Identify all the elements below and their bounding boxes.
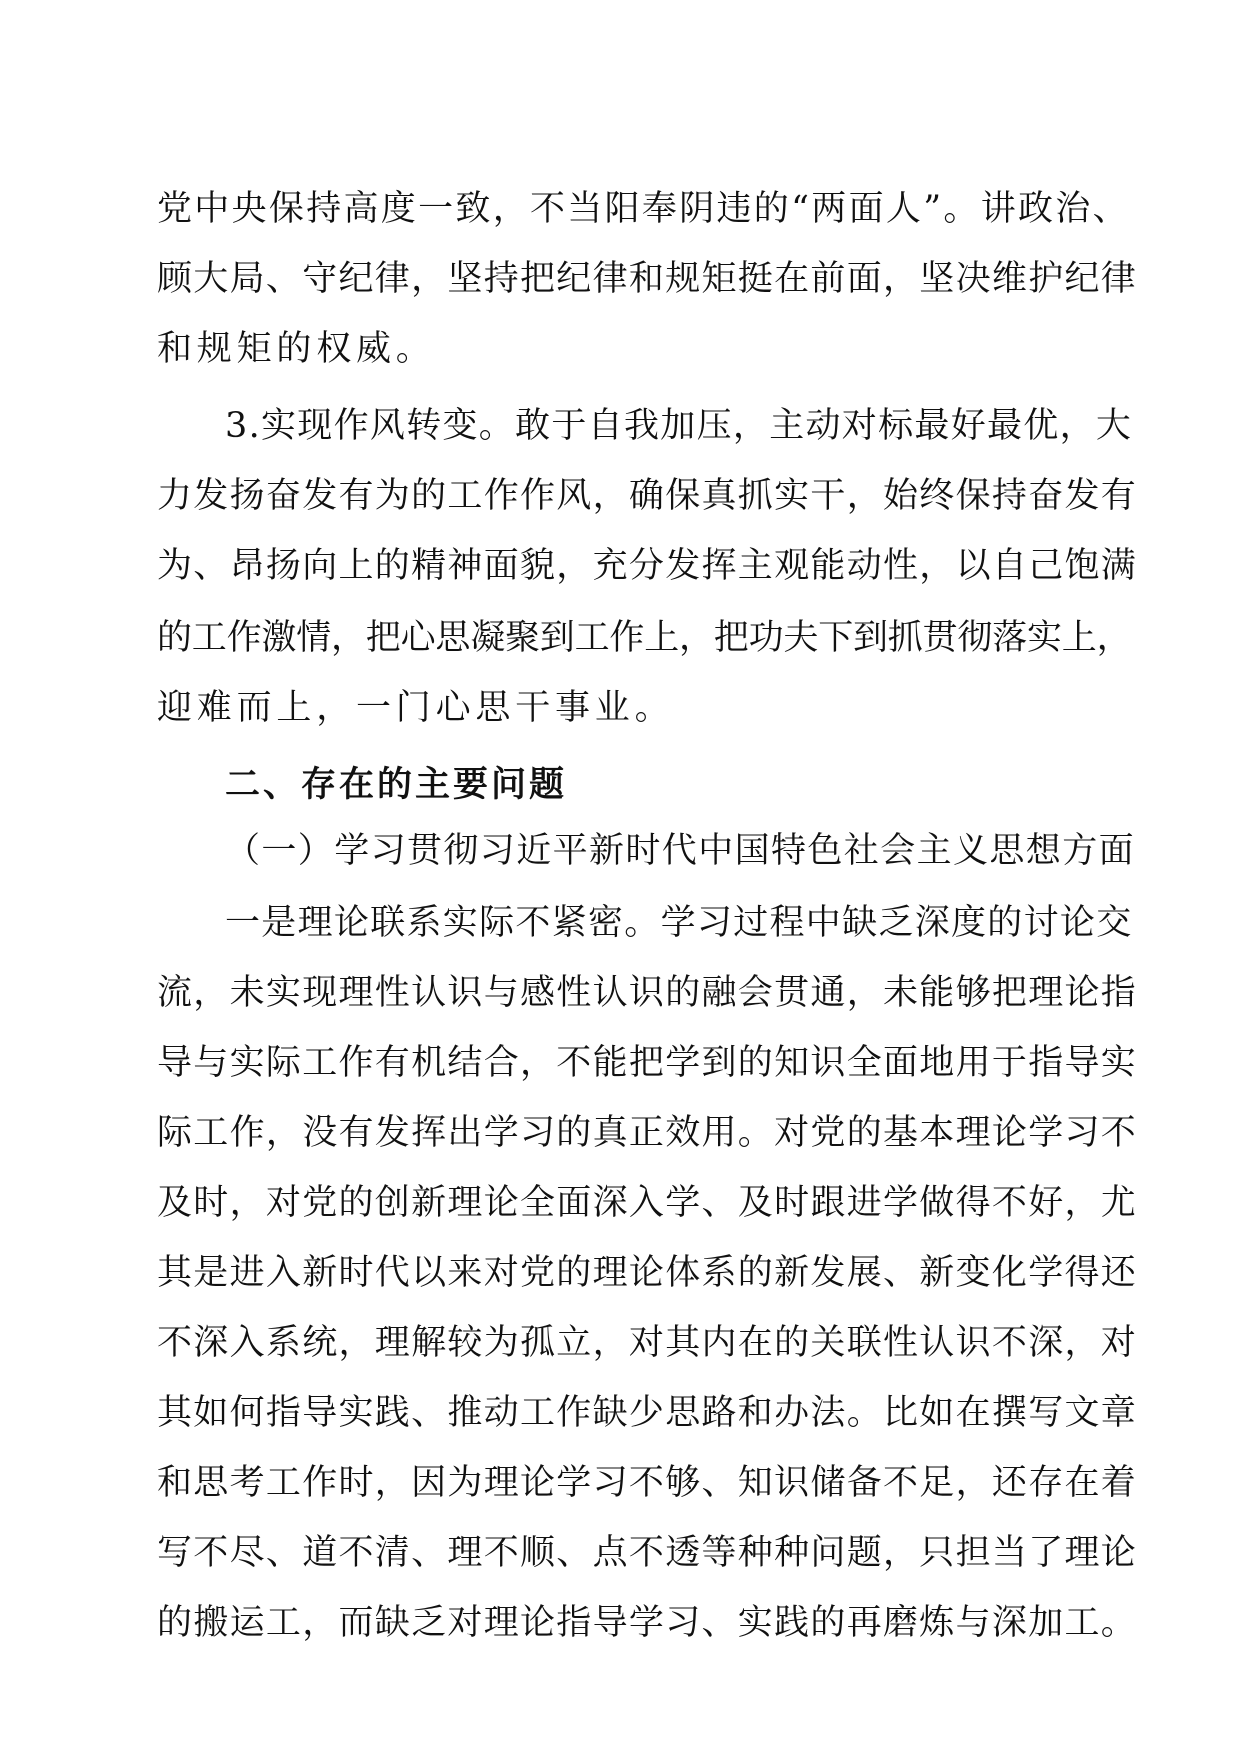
text-line: 力发扬奋发有为的工作作风，确保真抓实干，始终保持奋发有 [157, 476, 1138, 516]
text-line: 和规矩的权威。 [157, 329, 436, 369]
text-line: 其是进入新时代以来对党的理论体系的新发展、新变化学得还 [157, 1253, 1138, 1293]
text-line: 导与实际工作有机结合，不能把学到的知识全面地用于指导实 [157, 1043, 1138, 1083]
subsection-heading: （一）学习贯彻习近平新时代中国特色社会主义思想方面 [225, 831, 1136, 871]
text-line: 3.实现作风转变。敢于自我加压，主动对标最好最优，大 [225, 406, 1133, 446]
text-line: 的工作激情，把心思凝聚到工作上，把功夫下到抓贯彻落实上， [157, 618, 1132, 658]
text-line: 党中央保持高度一致，不当阳奉阴违的“两面人”。讲政治、 [157, 189, 1130, 229]
text-line: 的搬运工，而缺乏对理论指导学习、实践的再磨炼与深加工。 [157, 1603, 1138, 1643]
text-line: 际工作，没有发挥出学习的真正效用。对党的基本理论学习不 [157, 1113, 1138, 1153]
text-line: 为、昂扬向上的精神面貌，充分发挥主观能动性，以自己饱满 [157, 546, 1138, 586]
text-line: 顾大局、守纪律，坚持把纪律和规矩挺在前面，坚决维护纪律 [157, 259, 1138, 299]
text-line: 及时，对党的创新理论全面深入学、及时跟进学做得不好，尤 [157, 1183, 1138, 1223]
text-line: 不深入系统，理解较为孤立，对其内在的关联性认识不深，对 [157, 1323, 1138, 1363]
text-line: 其如何指导实践、推动工作缺少思路和办法。比如在撰写文章 [157, 1393, 1138, 1433]
text-line: 一是理论联系实际不紧密。学习过程中缺乏深度的讨论交 [225, 903, 1133, 943]
text-line: 流，未实现理性认识与感性认识的融会贯通，未能够把理论指 [157, 973, 1138, 1013]
section-heading: 二、存在的主要问题 [225, 765, 568, 805]
text-line: 写不尽、道不清、理不顺、点不透等种种问题，只担当了理论 [157, 1533, 1138, 1573]
text-line: 和思考工作时，因为理论学习不够、知识储备不足，还存在着 [157, 1463, 1138, 1503]
text-line: 迎难而上，一门心思干事业。 [157, 688, 675, 728]
